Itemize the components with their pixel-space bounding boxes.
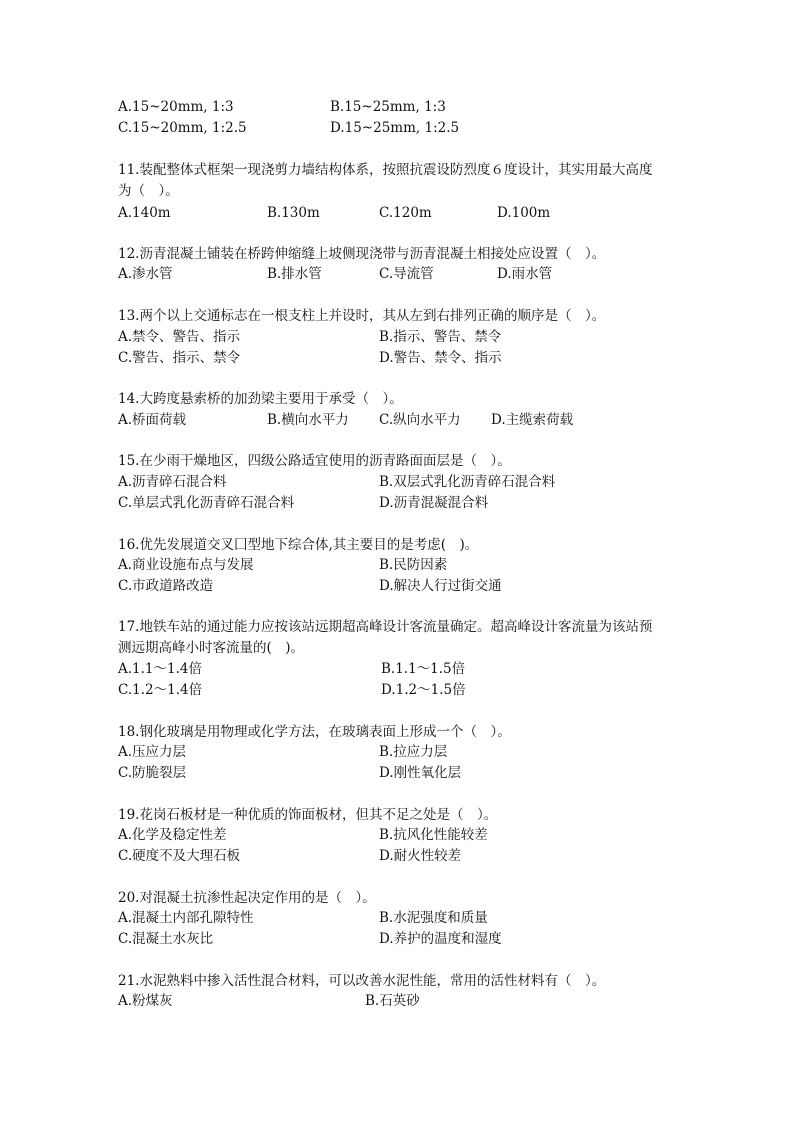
q11-option-b: B.130m — [267, 205, 320, 221]
q21-option-b: B.石英砂 — [365, 993, 420, 1009]
q16-option-c: C.市政道路改造 — [118, 578, 214, 594]
q17-option-d: D.1.2～1.5倍 — [381, 682, 466, 698]
q20-option-a: A.混凝土内部孔隙特性 — [118, 910, 254, 926]
q11-option-c: C.120m — [379, 205, 432, 221]
q17-option-b: B.1.1～1.5倍 — [381, 661, 466, 677]
q18-stem: 18.钢化玻璃是用物理或化学方法，在玻璃表面上形成一个（ ）。 — [118, 724, 511, 740]
q10-option-d: D.15~25mm, 1:2.5 — [330, 120, 460, 136]
q12-option-c: C.导流管 — [379, 266, 434, 282]
q18-option-c: C.防脆裂层 — [118, 765, 187, 781]
q11-option-d: D.100m — [497, 205, 551, 221]
q14-option-c: C.纵向水平力 — [379, 412, 461, 428]
q19-option-d: D.耐火性较差 — [379, 848, 462, 864]
q20-option-b: B.水泥强度和质量 — [379, 910, 488, 926]
q17-stem-line1: 17.地铁车站的通过能力应按该站远期超高峰设计客流量确定。超高峰设计客流量为该站预 — [118, 619, 653, 635]
q12-option-a: A.渗水管 — [118, 266, 173, 282]
q19-option-b: B.抗风化性能较差 — [379, 827, 488, 843]
q20-option-c: C.混凝土水灰比 — [118, 931, 214, 947]
q18-option-b: B.拉应力层 — [379, 744, 448, 760]
q11-stem-line1: 11.装配整体式框架一现浇剪力墙结构体系，按照抗震设防烈度６度设计，其实用最大高度 — [118, 162, 653, 178]
q15-option-d: D.沥青混凝混合料 — [379, 495, 489, 511]
q20-stem: 20.对混凝土抗渗性起决定作用的是（ ）。 — [118, 890, 376, 906]
q17-option-a: A.1.1～1.4倍 — [118, 661, 202, 677]
q14-option-a: A.桥面荷载 — [118, 412, 187, 428]
q10-option-a: A.15~20mm, 1:3 — [118, 99, 234, 115]
q18-option-a: A.压应力层 — [118, 744, 187, 760]
q21-option-a: A.粉煤灰 — [118, 993, 173, 1009]
q10-option-b: B.15~25mm, 1:3 — [330, 99, 446, 115]
q15-option-a: A.沥青碎石混合料 — [118, 474, 227, 490]
q17-stem-line2: 测远期高峰小时客流量的( )。 — [118, 640, 305, 656]
q13-option-d: D.警告、禁令、指示 — [379, 350, 502, 366]
q14-option-b: B.横向水平力 — [267, 412, 349, 428]
q16-option-b: B.民防因素 — [379, 557, 448, 573]
q19-stem: 19.花岗石板材是一种优质的饰面板材，但其不足之处是（ ）。 — [118, 807, 498, 823]
q16-option-a: A.商业设施布点与发展 — [118, 557, 254, 573]
q19-option-c: C.硬度不及大理石板 — [118, 848, 241, 864]
q16-stem: 16.优先发展道交叉囗型地下综合体,其主要目的是考虑( )。 — [118, 537, 479, 553]
q11-option-a: A.140m — [118, 205, 171, 221]
q14-stem: 14.大跨度悬索桥的加劲梁主要用于承受（ ）。 — [118, 391, 403, 407]
q12-option-d: D.雨水管 — [497, 266, 553, 282]
q13-option-b: B.指示、警告、禁令 — [379, 329, 502, 345]
q13-stem: 13.两个以上交通标志在一根支柱上并设时，其从左到右排列正确的顺序是（ ）。 — [118, 308, 606, 324]
q13-option-c: C.警告、指示、禁令 — [118, 350, 241, 366]
q14-option-d: D.主缆索荷载 — [491, 412, 574, 428]
q16-option-d: D.解决人行过街交通 — [379, 578, 502, 594]
q19-option-a: A.化学及稳定性差 — [118, 827, 227, 843]
q15-option-c: C.单层式乳化沥青碎石混合料 — [118, 495, 295, 511]
q18-option-d: D.刚性氧化层 — [379, 765, 462, 781]
q17-option-c: C.1.2～1.4倍 — [118, 682, 203, 698]
q15-stem: 15.在少雨干燥地区，四级公路适宜使用的沥青路面面层是（ ）。 — [118, 453, 511, 469]
q12-stem: 12.沥青混凝土铺装在桥跨伸缩缝上坡侧现浇带与沥青混凝土相接处应设置（ ）。 — [118, 246, 606, 262]
q10-option-c: C.15~20mm, 1:2.5 — [118, 120, 247, 136]
q15-option-b: B.双层式乳化沥青碎石混合料 — [379, 474, 556, 490]
q13-option-a: A.禁令、警告、指示 — [118, 329, 241, 345]
q21-stem: 21.水泥熟料中掺入活性混合材料，可以改善水泥性能，常用的活性材料有（ ）。 — [118, 973, 606, 989]
q11-stem-line2: 为（ ）。 — [118, 183, 179, 199]
q12-option-b: B.排水管 — [267, 266, 322, 282]
q20-option-d: D.养护的温度和湿度 — [379, 931, 502, 947]
